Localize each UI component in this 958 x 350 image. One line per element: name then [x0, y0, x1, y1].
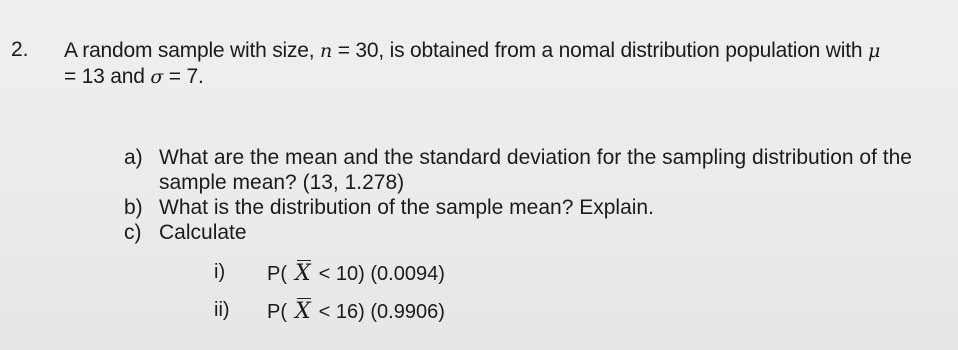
sub-part-label: i)	[214, 261, 226, 283]
part-a	[124, 145, 954, 195]
question-number: 2.	[11, 38, 29, 61]
stem-text-4: = 7.	[163, 65, 204, 88]
sub-parts	[214, 255, 514, 331]
x-bar-symbol: X	[295, 261, 311, 286]
part-text: Calculate	[159, 221, 247, 244]
sub-part-i	[214, 255, 514, 293]
expr-suffix: < 16) (0.9906)	[318, 301, 445, 323]
sub-part-label: ii)	[214, 299, 230, 321]
part-label: a)	[124, 146, 143, 169]
part-label: b)	[124, 196, 143, 219]
probability-expression	[267, 299, 445, 324]
sigma-symbol: σ	[150, 66, 164, 88]
mu-symbol: μ	[867, 40, 881, 62]
part-c	[124, 220, 954, 245]
part-label: c)	[124, 221, 142, 244]
part-text: What is the distribution of the sample mean? Explain.	[159, 196, 654, 219]
question-stem	[64, 38, 954, 90]
expr-prefix: P(	[267, 263, 287, 285]
expr-suffix: < 10) (0.0094)	[318, 263, 445, 285]
part-b	[124, 195, 954, 220]
x-bar-symbol: X	[295, 299, 311, 324]
sub-part-ii	[214, 293, 514, 331]
stem-text-1: A random sample with size,	[64, 39, 321, 62]
part-text: What are the mean and the standard deviation for the sampling distribution of the sample mean? (13, 1.278)	[159, 146, 912, 194]
n-symbol: n	[320, 40, 333, 62]
expr-prefix: P(	[267, 301, 287, 323]
stem-text-2: = 30, is obtained from a nomal distribution population with	[332, 39, 868, 62]
probability-expression	[267, 261, 445, 286]
question-parts	[124, 145, 954, 245]
stem-text-3: = 13 and	[64, 65, 151, 88]
